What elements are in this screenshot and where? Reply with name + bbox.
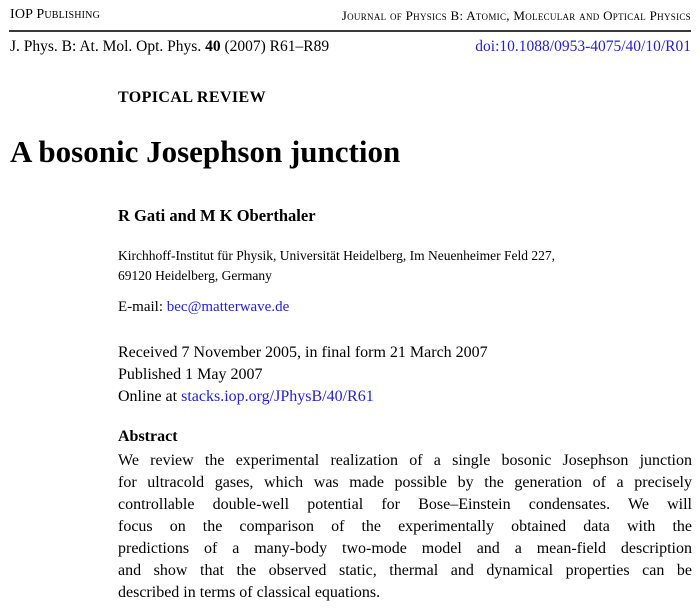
abstract-line: and show that the observed static, thermal and dynamical properties can be bbox=[118, 562, 692, 579]
abstract-line: described in terms of classical equations. bbox=[118, 584, 381, 601]
journal-citation bbox=[10, 38, 329, 56]
citation-prefix: J. Phys. B: At. Mol. Opt. Phys. bbox=[10, 38, 206, 55]
section-label: TOPICAL REVIEW bbox=[118, 89, 267, 106]
journal-name: Journal of Physics B: Atomic, Molecular and Optical Physics bbox=[341, 8, 691, 23]
page-title: A bosonic Josephson junction bbox=[10, 134, 401, 169]
abstract-line: focus on the comparison of the experimentally obtained data with the bbox=[118, 518, 692, 535]
received-line: Received 7 November 2005, in final form 21 March 2007 bbox=[118, 344, 488, 361]
email-link[interactable]: bec@matterwave.de bbox=[166, 299, 290, 315]
abstract-text bbox=[118, 450, 692, 604]
abstract-line: predictions of a many-body two-mode model and a mean-field description bbox=[118, 540, 692, 557]
email-line bbox=[118, 299, 289, 316]
affiliation bbox=[118, 246, 555, 286]
online-url-link[interactable]: stacks.iop.org/JPhysB/40/R61 bbox=[181, 388, 374, 405]
abstract-line: for ultracold gases, which was made possible by the generation of a precisely bbox=[118, 474, 692, 491]
abstract-line: controllable double-well potential for Bose–Einstein condensates. We will bbox=[118, 496, 692, 513]
doi-link[interactable]: doi:10.1088/0953-4075/40/10/R01 bbox=[475, 38, 691, 55]
abstract-heading: Abstract bbox=[118, 428, 178, 445]
citation-volume: 40 bbox=[205, 38, 221, 55]
affiliation-line-2: 69120 Heidelberg, Germany bbox=[118, 268, 272, 283]
published-line: Published 1 May 2007 bbox=[118, 366, 263, 383]
history-block bbox=[118, 342, 488, 408]
publisher-name: IOP Publishing bbox=[10, 7, 101, 22]
abstract-line: We review the experimental realization of a single bosonic Josephson junction bbox=[118, 452, 692, 469]
online-label: Online at bbox=[118, 388, 182, 405]
citation-pages: (2007) R61–R89 bbox=[220, 38, 330, 55]
email-label: E-mail: bbox=[118, 299, 167, 315]
online-line bbox=[118, 386, 488, 408]
header-rule bbox=[9, 30, 691, 32]
authors: R Gati and M K Oberthaler bbox=[118, 206, 316, 225]
affiliation-line-1: Kirchhoff-Institut für Physik, Universität Heidelberg, Im Neuenheimer Feld 227, bbox=[118, 248, 556, 263]
